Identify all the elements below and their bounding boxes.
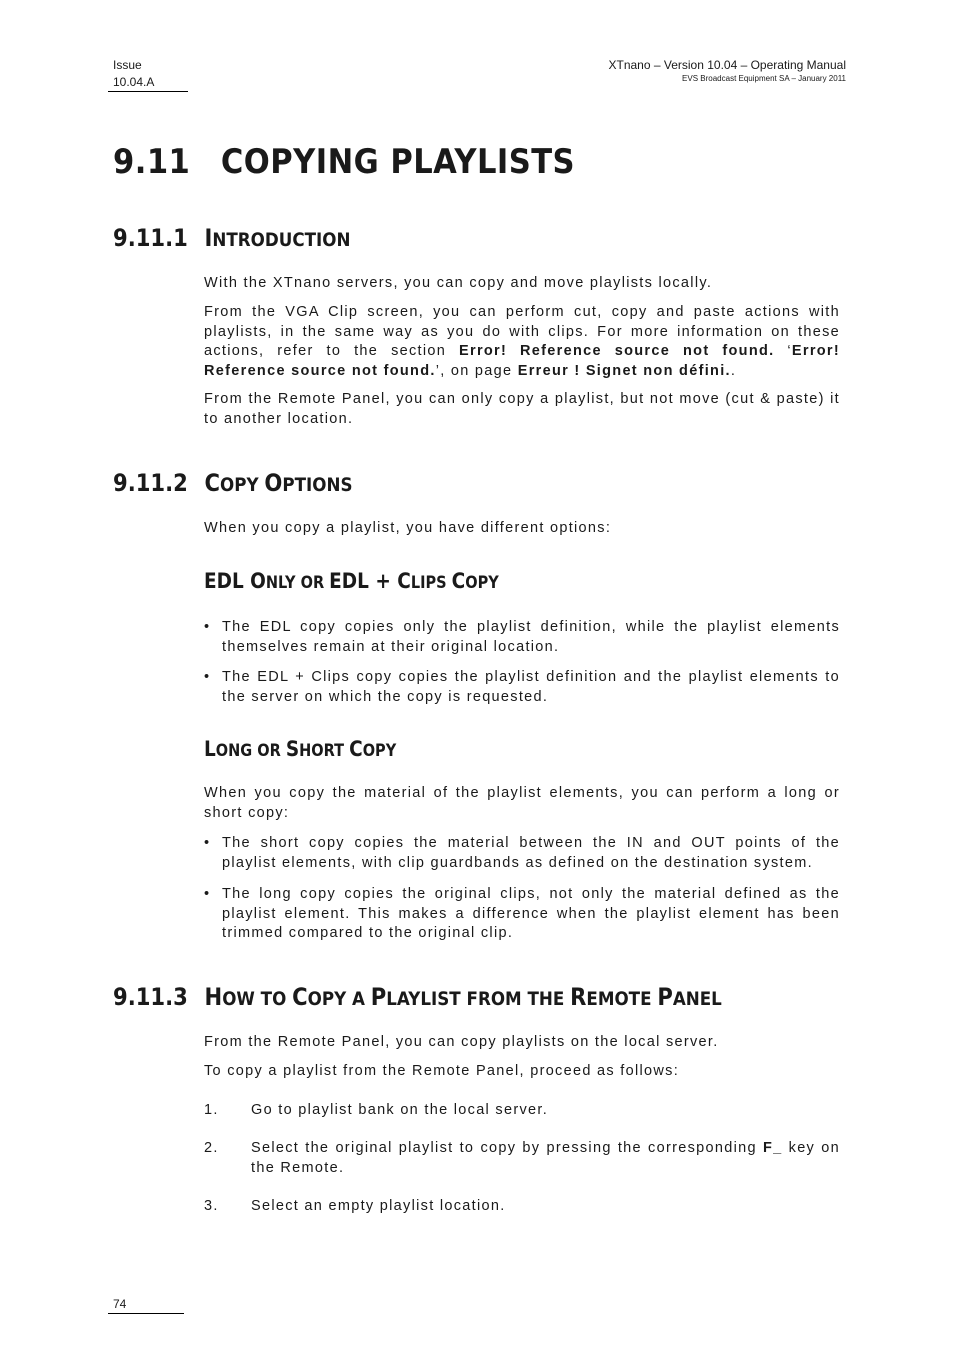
chapter-title-text: COPYING PLAYLISTS <box>220 142 576 182</box>
long-short-paragraph: When you copy the material of the playlist elements, you can perform a long or short copy: <box>204 785 840 821</box>
page-number: 74 <box>113 1297 127 1311</box>
list-item: • The short copy copies the material between the IN and OUT points of the playlist elements, with clip guardbands as defined on the destination system. <box>204 835 840 871</box>
footer-rule <box>108 1313 184 1314</box>
subheading-long-short-copy: LONG OR SHORT COPY <box>204 737 397 761</box>
function-key: F_ <box>762 1140 783 1156</box>
list-item: • The EDL + Clips copy copies the playlist definition and the playlist elements to the server on which the copy is requested. <box>204 669 840 705</box>
section-heading-introduction: 9.11.1 INTRODUCTION <box>113 224 351 252</box>
howto-paragraph-2: To copy a playlist from the Remote Panel, proceed as follows: <box>204 1063 680 1079</box>
intro-paragraph-2: From the VGA Clip screen, you can perform cut, copy and paste actions with playlists, in the same way as you do with clips. For more information on these actions, refer to the section Error! Reference source not found. ‘Error! Reference source not found.’, on page Erreur ! Signet non défini.. <box>204 304 840 379</box>
list-item: • The EDL copy copies only the playlist definition, while the playlist elements themselves remain at their original location. <box>204 619 840 655</box>
subheading-edl-copy: EDL ONLY OR EDL + CLIPS COPY <box>204 569 499 593</box>
intro-paragraph-3: From the Remote Panel, you can only copy a playlist, but not move (cut & paste) it to another location. <box>204 391 840 427</box>
chapter-title <box>113 142 575 182</box>
section-heading-copy-options: 9.11.2 COPY OPTIONS <box>113 469 353 497</box>
section-heading-remote-panel: 9.11.3 HOW TO COPY A PLAYLIST FROM THE REMOTE PANEL <box>113 983 722 1011</box>
list-item: • The long copy copies the original clips, not only the material defined as the playlist element. This makes a difference when the playlist element has been trimmed compared to the original clip. <box>204 886 840 941</box>
chapter-number: 9.11 <box>113 142 191 182</box>
step-item: 2. Select the original playlist to copy by pressing the corresponding F_ key on the Remote. <box>204 1140 840 1176</box>
manual-title: XTnano – Version 10.04 – Operating Manual <box>608 58 846 72</box>
options-paragraph: When you copy a playlist, you have different options: <box>204 520 612 536</box>
howto-paragraph-1: From the Remote Panel, you can copy playlists on the local server. <box>204 1034 719 1050</box>
cross-reference: Error! Reference source not found. <box>459 343 775 359</box>
header-rule <box>108 91 188 92</box>
step-item: 3. Select an empty playlist location. <box>204 1198 506 1214</box>
intro-paragraph-1: With the XTnano servers, you can copy and move playlists locally. <box>204 275 713 291</box>
publisher: EVS Broadcast Equipment SA – January 2011 <box>682 74 846 83</box>
issue-label: Issue <box>113 58 142 72</box>
issue-number: 10.04.A <box>113 75 155 89</box>
step-item: 1. Go to playlist bank on the local server. <box>204 1102 549 1118</box>
